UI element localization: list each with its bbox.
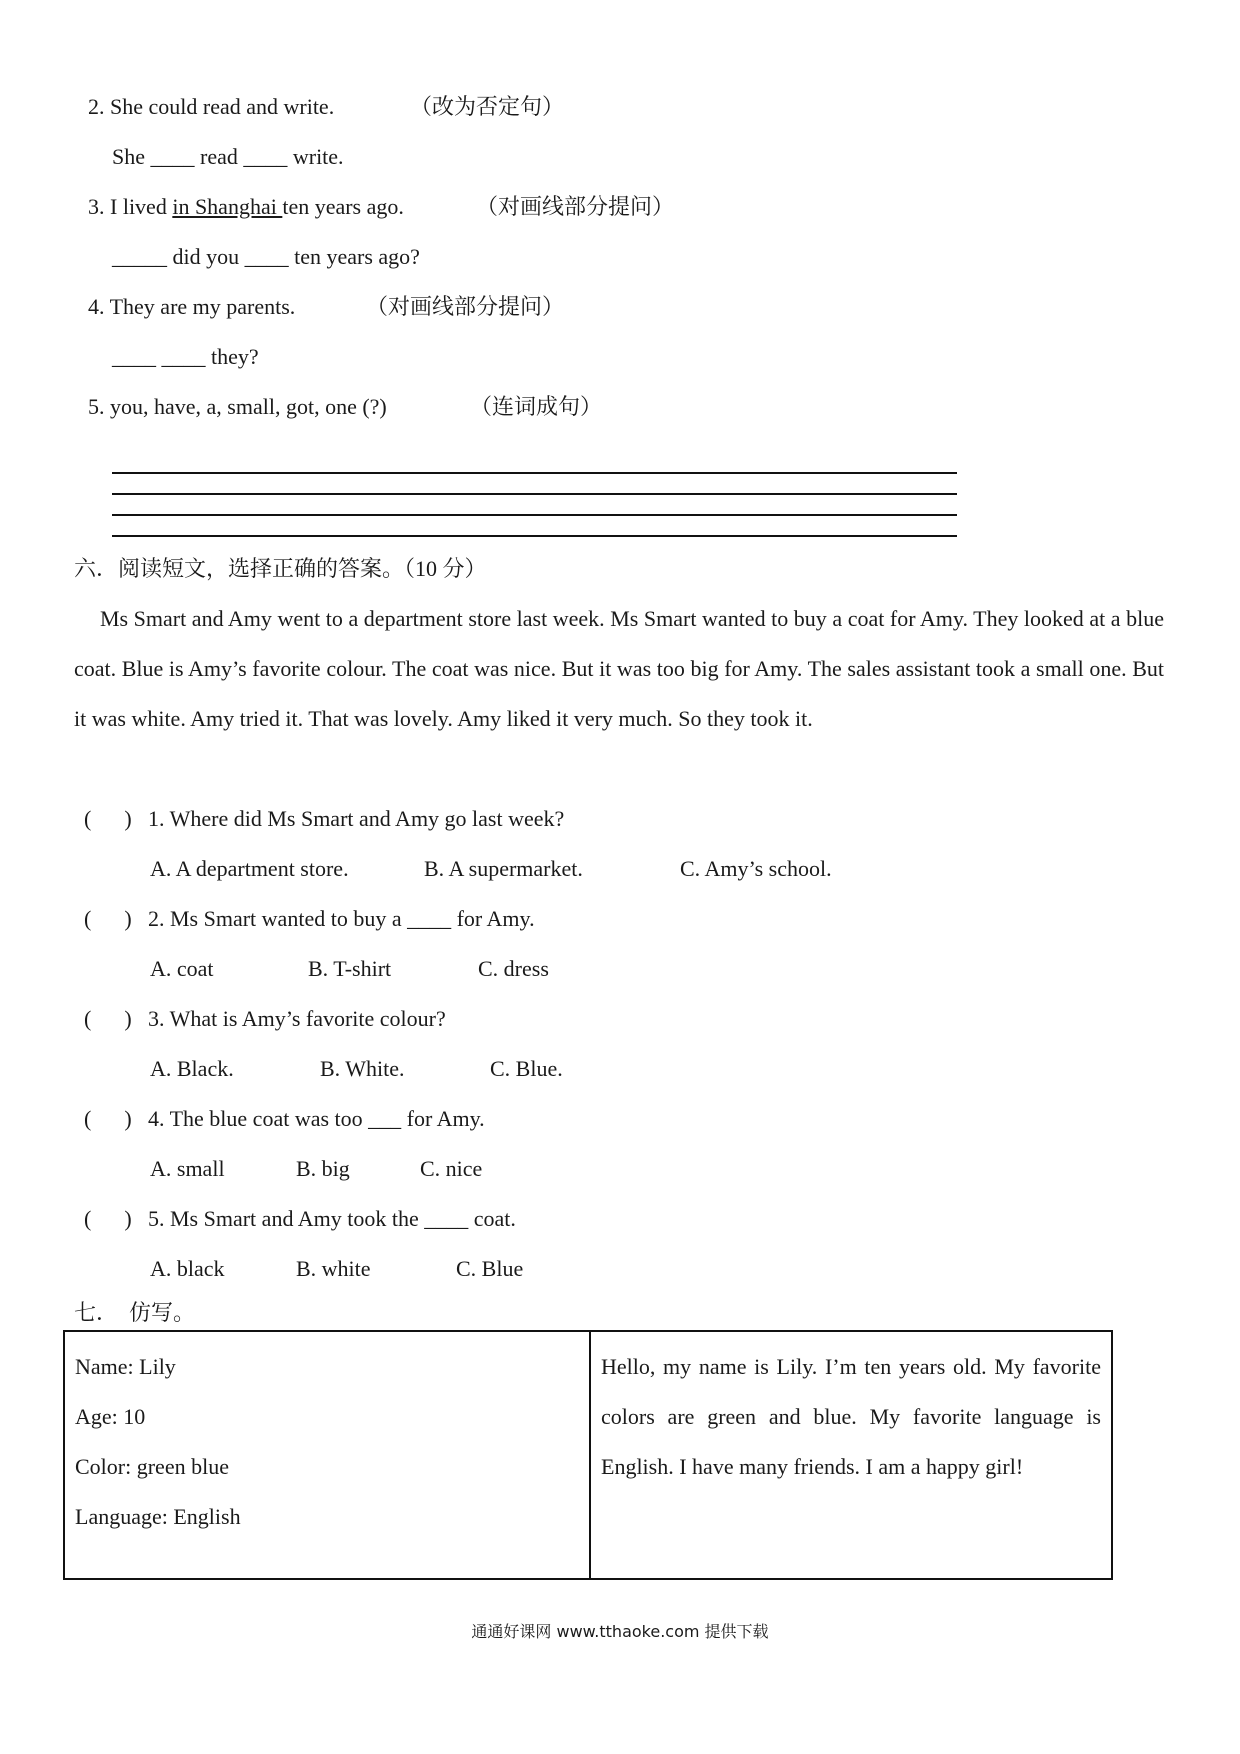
answer-bracket: ( ) [84, 1206, 132, 1231]
question-text: 1. Where did Ms Smart and Amy go last week? [148, 806, 565, 831]
option-b: B. A supermarket. [424, 856, 583, 881]
option-a: A. small [150, 1156, 225, 1181]
option-b: B. big [296, 1156, 350, 1181]
profile-name: Name: Lily [75, 1354, 176, 1379]
option-c: C. Blue [456, 1256, 524, 1281]
q5-prompt: 5. you, have, a, small, got, one (?) [88, 394, 387, 419]
answer-bracket: ( ) [84, 1006, 132, 1031]
answer-line [112, 535, 957, 537]
answer-line [112, 493, 957, 495]
q5-note: （连词成句） [470, 394, 603, 419]
profile-cell [75, 1342, 241, 1542]
question-text: 2. Ms Smart wanted to buy a ____ for Amy. [148, 906, 535, 931]
answer-bracket: ( ) [84, 806, 132, 831]
q4-prompt: 4. They are my parents. [88, 294, 296, 319]
option-a: A. coat [150, 956, 214, 981]
option-a: A. black [150, 1256, 225, 1281]
profile-language: Language: English [75, 1504, 241, 1529]
page-footer: 通通好课网 www.tthaoke.com 提供下载 [471, 1622, 769, 1641]
option-c: C. dress [478, 956, 549, 981]
answer-line [112, 472, 957, 474]
q3-prompt-post: ten years ago. [282, 194, 404, 219]
q4-answer: ____ ____ they? [112, 344, 259, 369]
q4-note: （对画线部分提问） [366, 294, 565, 319]
option-a: A. A department store. [150, 856, 349, 881]
table-divider [589, 1332, 591, 1578]
option-b: B. white [296, 1256, 371, 1281]
option-b: B. White. [320, 1056, 405, 1081]
q2-answer: She ____ read ____ write. [112, 144, 344, 169]
q3-prompt-pre: 3. I lived [88, 194, 173, 219]
q3-answer: _____ did you ____ ten years ago? [112, 244, 420, 269]
answer-line [112, 514, 957, 516]
option-c: C. Blue. [490, 1056, 563, 1081]
section6-heading: 六．阅读短文，选择正确的答案。（10 分） [74, 556, 487, 581]
option-c: C. Amy’s school. [680, 856, 832, 881]
option-a: A. Black. [150, 1056, 234, 1081]
reading-passage: Ms Smart and Amy went to a department store last week. Ms Smart wanted to buy a coat for Amy. They looked at a blue coat. Blue is Amy’s favorite colour. The coat was nice. But it was too big for Amy. The sales assistant took a small one. But it was white. Amy tried it. That was lovely. Amy liked it very much. So they took it. [74, 606, 1164, 731]
q3-note: （对画线部分提问） [476, 194, 675, 219]
question-text: 5. Ms Smart and Amy took the ____ coat. [148, 1206, 516, 1231]
question-text: 4. The blue coat was too ___ for Amy. [148, 1106, 485, 1131]
q3-prompt [88, 192, 404, 222]
profile-age: Age: 10 [75, 1404, 146, 1429]
section7-heading: 七． 仿写。 [74, 1300, 196, 1325]
answer-bracket: ( ) [84, 906, 132, 931]
question-text: 3. What is Amy’s favorite colour? [148, 1006, 446, 1031]
sample-text: Hello, my name is Lily. I’m ten years old. My favorite colors are green and blue. My favorite language is English. I have many friends. I am a happy girl! [601, 1354, 1101, 1479]
option-c: C. nice [420, 1156, 483, 1181]
writing-table [63, 1330, 1113, 1580]
option-b: B. T-shirt [308, 956, 392, 981]
profile-color: Color: green blue [75, 1454, 229, 1479]
answer-bracket: ( ) [84, 1106, 132, 1131]
q2-note: （改为否定句） [410, 94, 565, 119]
q3-prompt-underlined: in Shanghai [172, 194, 283, 219]
q2-prompt: 2. She could read and write. [88, 94, 335, 119]
